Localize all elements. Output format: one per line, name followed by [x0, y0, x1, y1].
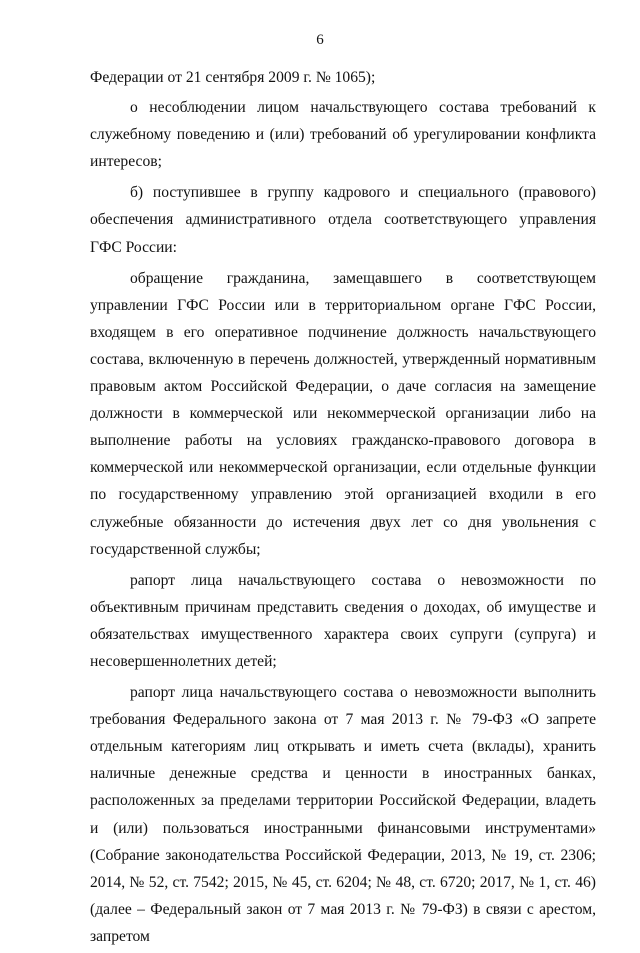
page-number: 6 [316, 32, 324, 48]
paragraph-continuation: Федерации от 21 сентября 2009 г. № 1065); [90, 69, 376, 86]
document-body [90, 64, 596, 953]
paragraph-report-79fz: рапорт лица начальствующего состава о невозможности выполнить требования Федерального закона от 7 мая 2013 г. № 79-ФЗ «О запрете отдельным категориям лиц открывать и иметь счета (вклады), хранить наличные денежные средства и ценности в иностранных банках, расположенных за пределами территории Российской Федерации, владеть и (или) пользоваться иностранными финансовыми инструментами» (Собрание законодательства Российской Федерации, 2013, № 19, ст. 2306; 2014, № 52, ст. 7542; 2015, № 45, ст. 6204; № 48, ст. 6720; 2017, № 1, ст. 46) (далее – Федеральный закон от 7 мая 2013 г. № 79-ФЗ) в связи с арестом, запретом [90, 684, 596, 945]
paragraph-citizen-appeal: обращение гражданина, замещавшего в соответствующем управлении ГФС России или в территориальном органе ГФС России, входящем в его оперативное подчинение должность начальствующего состава, включенную в перечень должностей, утвержденный нормативным правовым актом Российской Федерации, о даче согласия на замещение должности в коммерческой или некоммерческой организации либо на выполнение работы на условиях гражданско-правового договора в коммерческой или некоммерческой организации, если отдельные функции по государственному управлению этой организацией входили в его служебные обязанности до истечения двух лет со дня увольнения с государственной службы; [90, 269, 596, 558]
paragraph-report-income: рапорт лица начальствующего состава о невозможности по объективным причинам представить сведения о доходах, об имуществе и обязательствах имущественного характера своих супруги (супруга) и несовершеннолетних детей; [90, 571, 596, 670]
paragraph-non-compliance: о несоблюдении лицом начальствующего состава требований к служебному поведению и (или) требований об урегулировании конфликта интересов; [90, 99, 596, 171]
paragraph-item-b: б) поступившее в группу кадрового и специального (правового) обеспечения административного отдела соответствующего управления ГФС России: [90, 184, 596, 256]
